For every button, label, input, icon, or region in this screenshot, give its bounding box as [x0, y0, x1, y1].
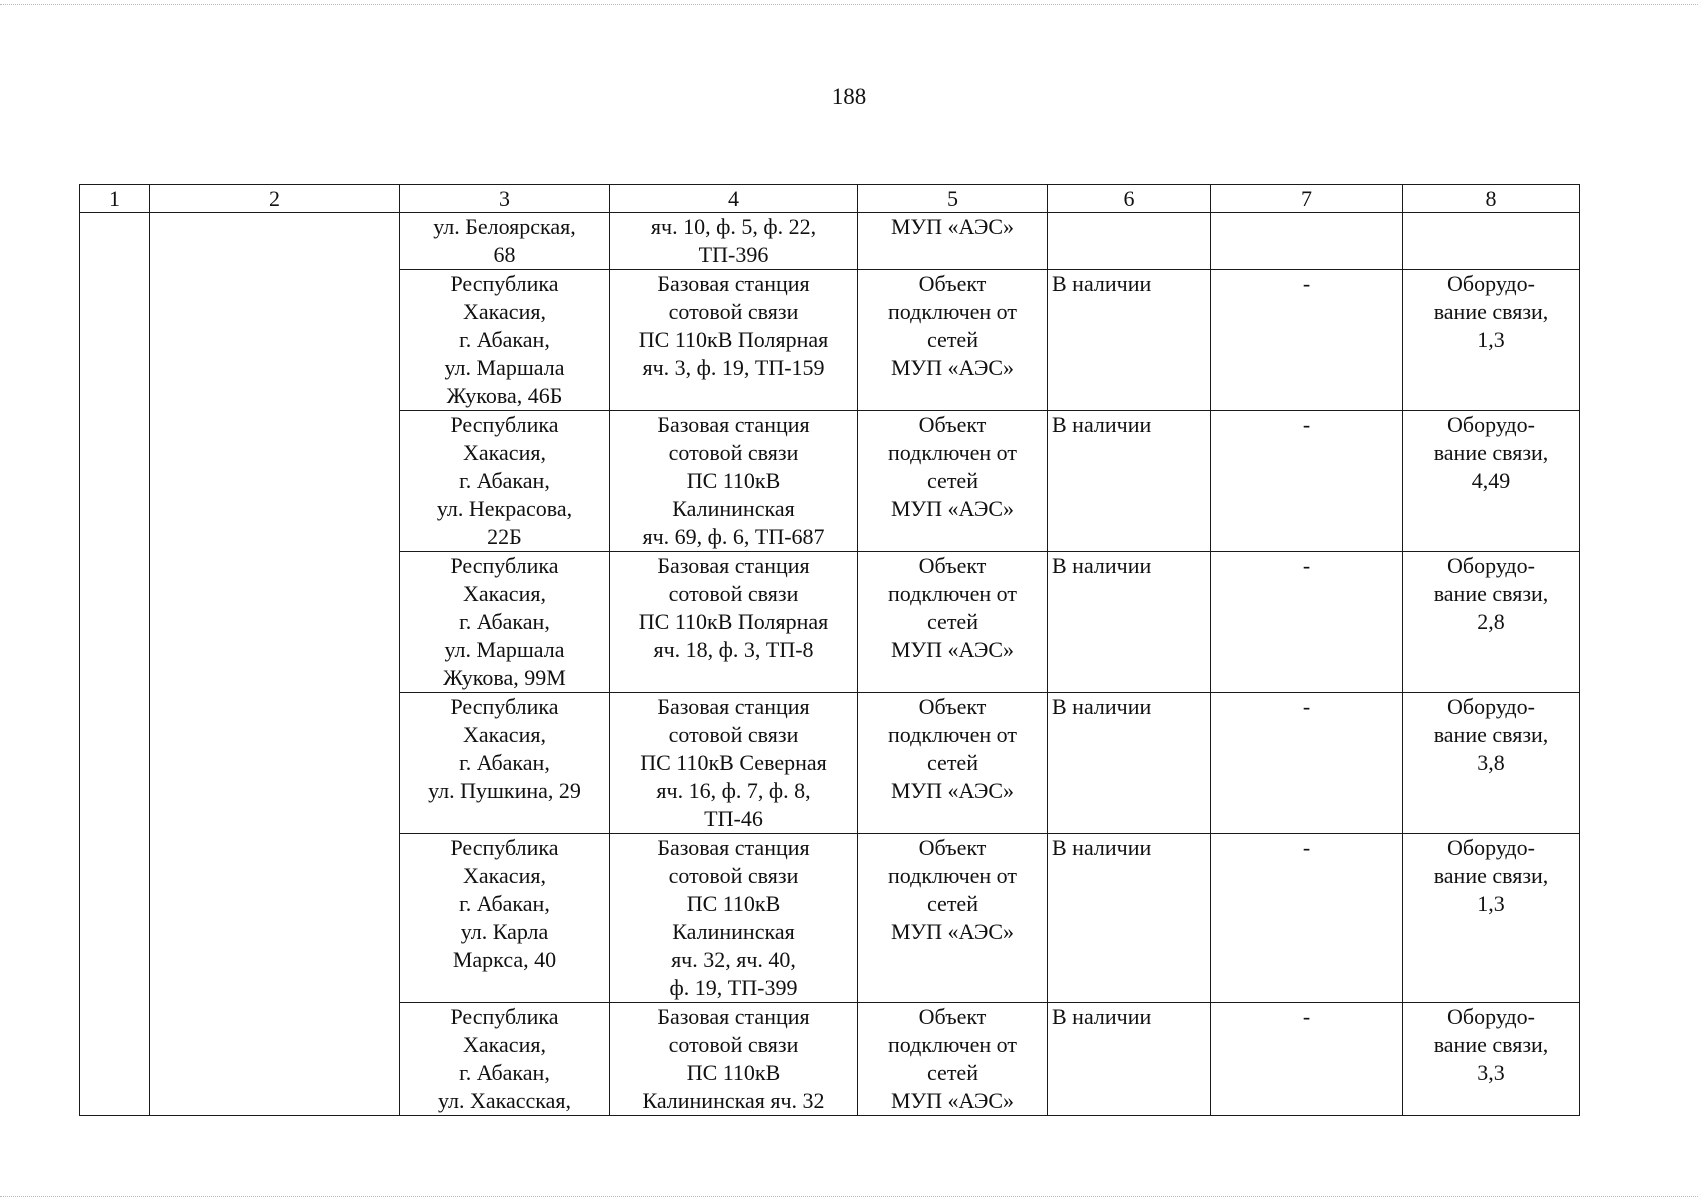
connection-cell: Объект подключен от сетей МУП «АЭС»	[858, 270, 1048, 411]
col7-cell: -	[1211, 552, 1403, 693]
equipment-cell: Оборудо- вание связи, 3,3	[1403, 1003, 1580, 1116]
header-cell: 8	[1403, 185, 1580, 213]
availability-cell: В наличии	[1048, 1003, 1211, 1116]
object-cell: Базовая станция сотовой связи ПС 110кВ Калининская яч. 69, ф. 6, ТП-687	[610, 411, 858, 552]
object-cell: Базовая станция сотовой связи ПС 110кВ Калининская яч. 32, яч. 40, ф. 19, ТП-399	[610, 834, 858, 1003]
equipment-cell: Оборудо- вание связи, 1,3	[1403, 270, 1580, 411]
connection-cell: МУП «АЭС»	[858, 213, 1048, 270]
header-cell: 6	[1048, 185, 1211, 213]
availability-cell: В наличии	[1048, 834, 1211, 1003]
header-cell: 3	[400, 185, 610, 213]
col7-cell: -	[1211, 270, 1403, 411]
row-number-cell	[80, 213, 150, 1116]
bottom-scan-edge	[0, 1196, 1698, 1197]
address-cell: Республика Хакасия, г. Абакан, ул. Некрасова, 22Б	[400, 411, 610, 552]
availability-cell: В наличии	[1048, 693, 1211, 834]
col7-cell: -	[1211, 834, 1403, 1003]
connection-cell: Объект подключен от сетей МУП «АЭС»	[858, 411, 1048, 552]
data-table	[79, 184, 1580, 1116]
address-cell: Республика Хакасия, г. Абакан, ул. Маршала Жукова, 99М	[400, 552, 610, 693]
object-cell: яч. 10, ф. 5, ф. 22, ТП-396	[610, 213, 858, 270]
connection-cell: Объект подключен от сетей МУП «АЭС»	[858, 834, 1048, 1003]
col7-cell: -	[1211, 1003, 1403, 1116]
availability-cell: В наличии	[1048, 552, 1211, 693]
address-cell: Республика Хакасия, г. Абакан, ул. Карла Маркса, 40	[400, 834, 610, 1003]
object-cell: Базовая станция сотовой связи ПС 110кВ Северная яч. 16, ф. 7, ф. 8, ТП-46	[610, 693, 858, 834]
connection-cell: Объект подключен от сетей МУП «АЭС»	[858, 552, 1048, 693]
object-cell: Базовая станция сотовой связи ПС 110кВ Полярная яч. 3, ф. 19, ТП-159	[610, 270, 858, 411]
object-cell: Базовая станция сотовой связи ПС 110кВ Полярная яч. 18, ф. 3, ТП-8	[610, 552, 858, 693]
equipment-cell: Оборудо- вание связи, 2,8	[1403, 552, 1580, 693]
header-cell: 4	[610, 185, 858, 213]
header-cell: 5	[858, 185, 1048, 213]
address-cell: Республика Хакасия, г. Абакан, ул. Маршала Жукова, 46Б	[400, 270, 610, 411]
availability-cell: В наличии	[1048, 270, 1211, 411]
equipment-cell: Оборудо- вание связи, 1,3	[1403, 834, 1580, 1003]
availability-cell	[1048, 213, 1211, 270]
col7-cell: -	[1211, 693, 1403, 834]
table-row	[80, 213, 1580, 270]
equipment-cell: Оборудо- вание связи, 4,49	[1403, 411, 1580, 552]
page-number: 188	[831, 84, 867, 109]
object-cell: Базовая станция сотовой связи ПС 110кВ Калининская яч. 32	[610, 1003, 858, 1116]
address-cell: Республика Хакасия, г. Абакан, ул. Хакасская,	[400, 1003, 610, 1116]
availability-cell: В наличии	[1048, 411, 1211, 552]
col7-cell: -	[1211, 411, 1403, 552]
header-cell: 2	[150, 185, 400, 213]
address-cell: ул. Белоярская, 68	[400, 213, 610, 270]
equipment-cell: Оборудо- вание связи, 3,8	[1403, 693, 1580, 834]
top-scan-edge	[0, 4, 1698, 5]
equipment-cell	[1403, 213, 1580, 270]
connection-cell: Объект подключен от сетей МУП «АЭС»	[858, 1003, 1048, 1116]
header-cell: 1	[80, 185, 150, 213]
header-cell: 7	[1211, 185, 1403, 213]
col7-cell	[1211, 213, 1403, 270]
connection-cell: Объект подключен от сетей МУП «АЭС»	[858, 693, 1048, 834]
address-cell: Республика Хакасия, г. Абакан, ул. Пушкина, 29	[400, 693, 610, 834]
category-cell	[150, 213, 400, 1116]
header-row	[80, 185, 1580, 213]
